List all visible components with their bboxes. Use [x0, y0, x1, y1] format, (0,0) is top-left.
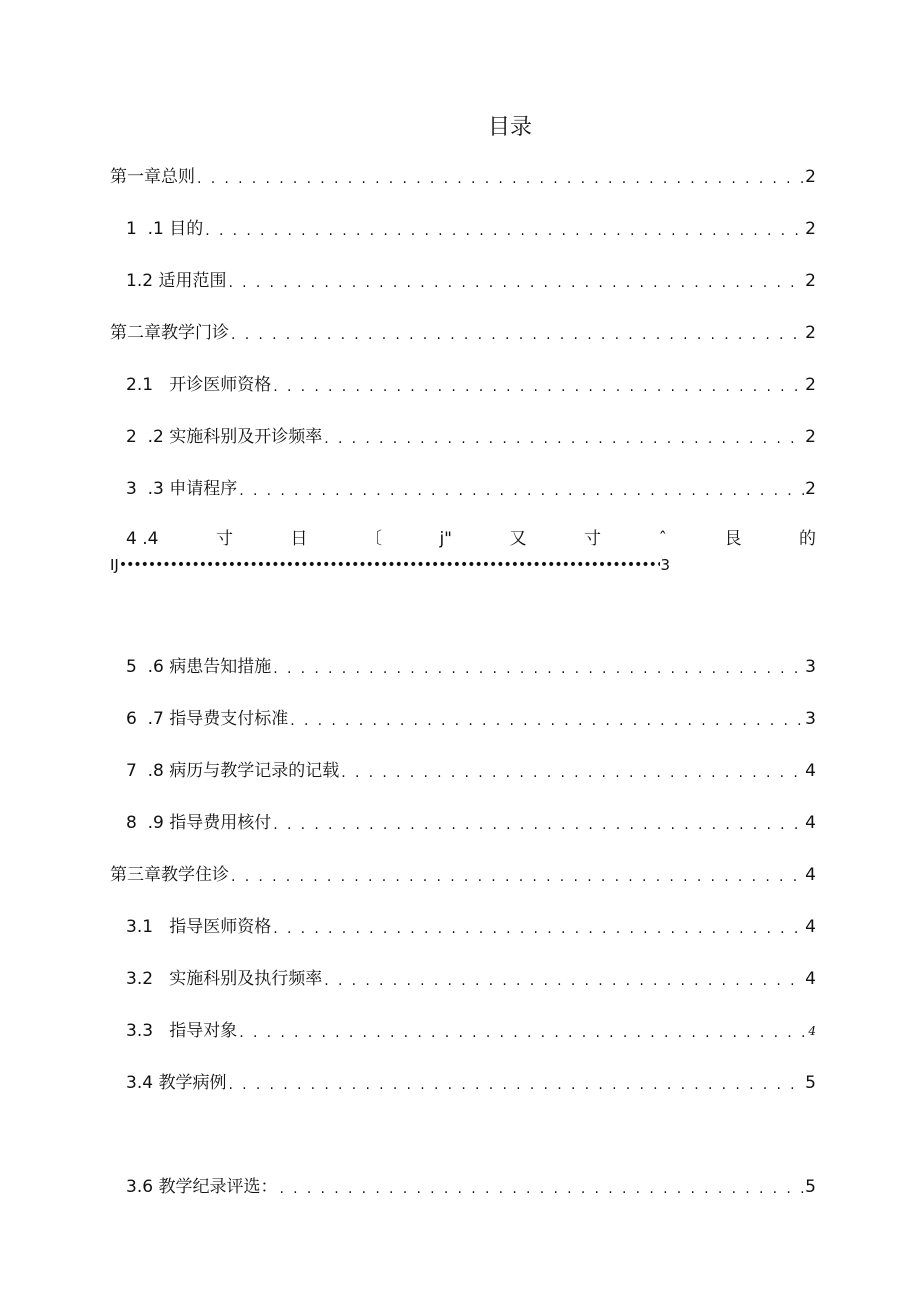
dot-leader	[271, 920, 804, 938]
dot-leader	[288, 712, 804, 730]
toc-page-number: 2	[805, 427, 816, 447]
toc-entry-2-3[interactable]	[126, 476, 816, 500]
toc-page-number: 3	[660, 556, 670, 574]
bullet-leader	[119, 555, 661, 575]
toc-entry-chapter-2[interactable]	[110, 320, 816, 344]
toc-page-number: 2	[805, 167, 816, 187]
garbled-part: 艮	[724, 529, 742, 549]
toc-entry-2-1[interactable]	[126, 372, 816, 396]
dot-leader	[271, 660, 804, 678]
toc-entry-3-3[interactable]	[126, 1018, 816, 1042]
dot-leader	[195, 170, 804, 188]
toc-page-number: 4	[805, 865, 816, 885]
toc-entry-2-2[interactable]	[126, 424, 816, 448]
dot-leader	[226, 274, 804, 292]
dot-leader	[322, 430, 804, 448]
garbled-part: 寸	[584, 529, 601, 549]
toc-entry-2-8[interactable]	[126, 758, 816, 782]
toc-entry-label: 3 .3 申请程序	[126, 479, 238, 499]
toc-page-number: 2	[805, 323, 816, 343]
dot-leader	[277, 1180, 804, 1198]
toc-entry-label: 第二章教学门诊	[110, 323, 229, 343]
toc-entry-garbled-continuation	[110, 554, 670, 576]
garbled-part: 日	[290, 529, 308, 549]
toc-entry-label: 3.4 教学病例	[126, 1073, 227, 1093]
garbled-part: 的	[799, 529, 816, 549]
toc-entry-label: 3.3 指导对象	[126, 1021, 238, 1041]
toc-entry-chapter-3[interactable]	[110, 862, 816, 886]
dot-leader	[271, 816, 804, 834]
toc-entry-3-4[interactable]	[126, 1070, 816, 1094]
toc-page-number: 4	[808, 1024, 816, 1038]
toc-entry-label: 3.6 教学纪录评选：	[126, 1177, 278, 1197]
dot-leader	[203, 222, 804, 240]
toc-entry-chapter-1[interactable]	[110, 164, 816, 188]
toc-entry-2-9[interactable]	[126, 810, 816, 834]
garbled-part: j"	[439, 529, 452, 549]
toc-entry-2-6[interactable]	[126, 654, 816, 678]
toc-entry-label: 第三章教学住诊	[110, 865, 229, 885]
garbled-part: 〔	[364, 529, 382, 549]
garbled-part: 4 .4	[126, 529, 159, 549]
dot-leader	[226, 1076, 804, 1094]
toc-entry-garbled[interactable]	[126, 528, 816, 552]
dot-leader	[237, 1024, 804, 1042]
toc-entry-1-1[interactable]	[126, 216, 816, 240]
toc-page-number: 2	[805, 271, 816, 291]
dot-leader	[271, 378, 804, 396]
toc-page-number: 3	[805, 709, 816, 729]
toc-entry-3-6[interactable]	[126, 1174, 816, 1198]
toc-title: 目录	[487, 115, 532, 140]
dot-leader	[229, 326, 804, 344]
garbled-prefix: IJ	[110, 556, 119, 574]
toc-entry-1-2[interactable]	[126, 268, 816, 292]
toc-entry-label: 3.1 指导医师资格	[126, 917, 272, 937]
toc-entry-label: 8 .9 指导费用核付	[126, 813, 272, 833]
toc-page-number: 4	[805, 917, 816, 937]
dot-leader	[229, 868, 804, 886]
toc-page-number: 2	[805, 219, 816, 239]
toc-entry-label: 1 .1 目的	[126, 219, 204, 239]
toc-entry-label: 2.1 开诊医师资格	[126, 375, 272, 395]
toc-entry-label: 6 .7 指导费支付标准	[126, 709, 289, 729]
toc-entry-label: 1.2 适用范围	[126, 271, 227, 291]
toc-page-number: 4	[805, 761, 816, 781]
toc-page-number: 5	[805, 1177, 816, 1197]
garbled-part: 又	[509, 529, 527, 549]
toc-entry-3-1[interactable]	[126, 914, 816, 938]
toc-entry-label: 3.2 实施科别及执行频率	[126, 969, 323, 989]
toc-entry-3-2[interactable]	[126, 966, 816, 990]
toc-entry-label: 2 .2 实施科别及开诊频率	[126, 427, 323, 447]
dot-leader	[322, 972, 804, 990]
dot-leader	[339, 764, 804, 782]
toc-entry-label: 第一章总则	[110, 167, 195, 187]
toc-entry-label: 7 .8 病历与教学记录的记载	[126, 761, 340, 781]
toc-entry-2-7[interactable]	[126, 706, 816, 730]
dot-leader	[237, 482, 804, 500]
toc-page-number: 2	[805, 479, 816, 499]
toc-entry-label: 5 .6 病患告知措施	[126, 657, 272, 677]
garbled-part: ˆ	[658, 529, 667, 549]
toc-page-number: 4	[805, 969, 816, 989]
toc-page-number: 4	[805, 813, 816, 833]
garbled-part: 寸	[215, 529, 233, 549]
toc-page-number: 3	[805, 657, 816, 677]
toc-page-number: 5	[805, 1073, 816, 1093]
toc-page-number: 2	[805, 375, 816, 395]
